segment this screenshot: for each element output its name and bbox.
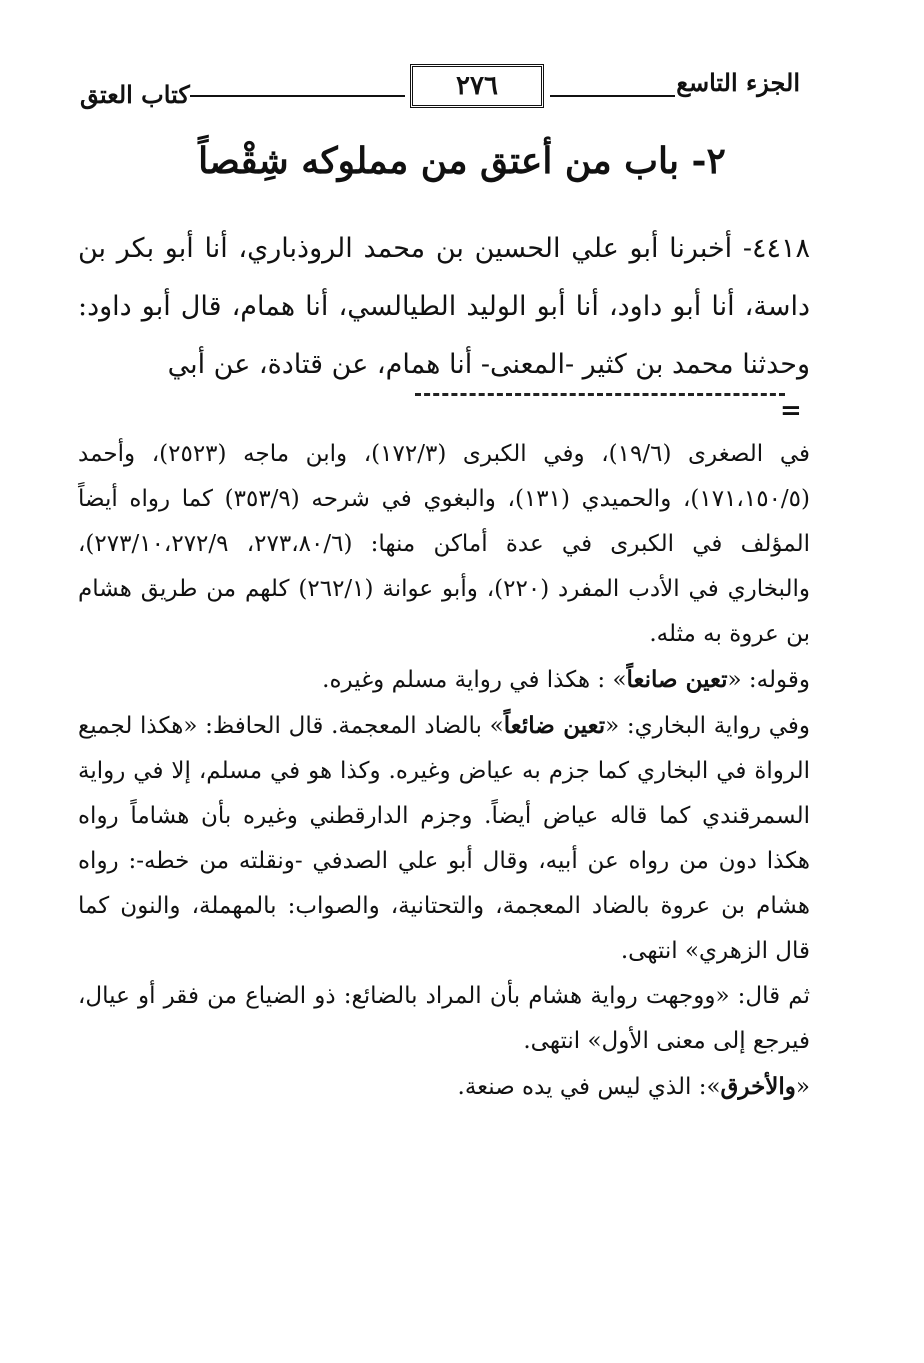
continuation-mark: =	[780, 396, 802, 426]
text-fragment: » : هكذا في رواية مسلم وغيره.	[322, 667, 627, 693]
text-fragment: وقوله: «	[727, 667, 810, 693]
page-header	[80, 62, 800, 112]
footnote-separator	[415, 393, 785, 396]
footnote-paragraph	[78, 1064, 810, 1110]
hadith-text	[78, 220, 810, 394]
footnotes	[78, 432, 810, 1110]
header-rule-right	[550, 95, 675, 97]
footnote-paragraph	[78, 657, 810, 703]
bold-term: تعين صانعاً	[626, 666, 728, 693]
bold-term: تعين ضائعاً	[503, 712, 606, 739]
bold-term: والأخرق	[720, 1073, 796, 1100]
text-fragment: وفي رواية البخاري: «	[605, 713, 811, 739]
chapter-title: ٢- باب من أعتق من مملوكه شِقْصاً	[198, 140, 726, 182]
text-fragment: » بالضاد المعجمة. قال الحافظ: «هكذا لجميع الرواة في البخاري كما جزم به عياض وغيره. وكذا هو في مسلم، إلا في رواية السمرقندي كما قاله عياض أيضاً. وجزم الدارقطني وغيره بأن هشاماً رواه هكذا دون من رواه عن أبيه، وقال أبو علي الصدفي -ونقلته من خطه-: رواه هشام بن عروة بالضاد المعجمة، والتحتانية، والصواب: بالمهملة، والنون كما قال الزهري» انتهى.	[78, 713, 810, 964]
hadith-paragraph: ٤٤١٨- أخبرنا أبو علي الحسين بن محمد الروذباري، أنا أبو بكر بن داسة، أنا أبو داود، أنا أبو الوليد الطيالسي، أنا همام، قال أبو داود: وحدثنا محمد بن كثير -المعنى- أنا همام، عن قتادة، عن أبي	[78, 233, 810, 380]
volume-title: الجزء التاسع	[676, 68, 800, 97]
footnote-paragraph: ثم قال: «ووجهت رواية هشام بأن المراد بالضائع: ذو الضياع من فقر أو عيال، فيرجع إلى معنى الأول» انتهى.	[78, 983, 810, 1054]
footnote-paragraph	[78, 703, 810, 974]
header-rule-left	[190, 95, 405, 97]
text-fragment: «	[795, 1074, 810, 1100]
book-title: كتاب العتق	[80, 80, 190, 109]
page-number: ٢٧٦	[410, 64, 544, 108]
footnote-paragraph: في الصغرى (١٩/٦)، وفي الكبرى (١٧٢/٣)، وابن ماجه (٢٥٢٣)، وأحمد (١٧١،١٥٠/٥)، والحميدي (١٣١)، والبغوي في شرحه (٣٥٣/٩) كما رواه أيضاً المؤلف في الكبرى في عدة أماكن منها: (٢٧٣،٨٠/٦، ٢٧٣/١٠،٢٧٢/٩)، والبخاري في الأدب المفرد (٢٢٠)، وأبو عوانة (٢٦٢/١) كلهم من طريق هشام بن عروة به مثله.	[78, 441, 811, 647]
text-fragment: »: الذي ليس في يده صنعة.	[457, 1074, 721, 1100]
